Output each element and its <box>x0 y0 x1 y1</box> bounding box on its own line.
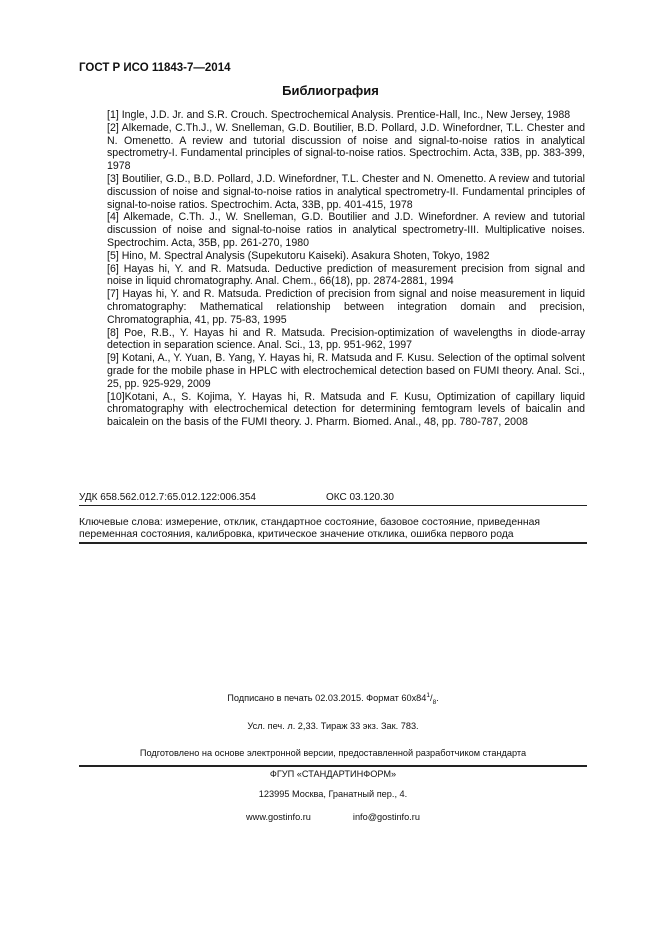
reference-item <box>107 109 585 122</box>
reference-item <box>107 122 585 173</box>
reference-list <box>107 109 585 429</box>
standard-code: ГОСТ Р ИСО 11843-7—2014 <box>79 62 231 74</box>
reference-number: [6] <box>107 262 119 275</box>
reference-number: [9] <box>107 352 119 365</box>
reference-text: Poe, R.B., Y. Hayas hi and R. Matsuda. Precision-optimization of wavelengths in diode-array detection in separation science. Anal. Sci., 13, pp. 951-962, 1997 <box>107 326 585 352</box>
reference-item <box>107 250 585 263</box>
udk-code: УДК 658.562.012.7:65.012.122:006.354 <box>79 492 256 503</box>
reference-text: Alkemade, C.Th. J., W. Snelleman, G.D. Boutilier and J.D. Winefordner. A review and tutorial discussion of noise and signal-to-noise ratios in analytical spectrometry-III. Multiplicative noises. Spectrochim. Acta, 35B, pp. 261-270, 1980 <box>107 211 585 249</box>
reference-text: Kotani, A., S. Kojima, Y. Hayas hi, R. Matsuda and F. Kusu, Optimization of capillary liquid chromatography with electrochemical detection for determining femtogram levels of baicalin and baicalein on the basis of the FUMI theory. J. Pharm. Biomed. Anal., 48, pp. 780-787, 2008 <box>107 390 585 429</box>
reference-text: Ingle, J.D. Jr. and S.R. Crouch. Spectrochemical Analysis. Prentice-Hall, Inc., New Jersey, 1988 <box>118 109 571 121</box>
reference-item <box>107 173 585 211</box>
divider-top <box>79 505 587 506</box>
reference-text: Kotani, A., Y. Yuan, B. Yang, Y. Hayas hi, R. Matsuda and F. Kusu. Selection of the optimal solvent grade for the mobile phase in HPLC with electrochemical detection based on FUMI theory. Anal. Sci., 25, pp. 925-929, 2009 <box>107 352 585 390</box>
reference-number: [2] <box>107 121 119 134</box>
signed-line: Подписано в печать 02.03.2015. Формат $60x84^1/_8$. <box>227 692 439 706</box>
keywords: Ключевые слова: измерение, отклик, стандартное состояние, базовое состояние, приведенная переменная состояния, калибровка, критическое значение отклика, ошибка первого рода <box>79 517 541 541</box>
publisher-address: 123995 Москва, Гранатный пер., 4. <box>258 789 408 799</box>
classification-row <box>79 492 587 503</box>
reference-number: [5] <box>107 249 119 262</box>
signed-text: Подписано в печать 02.03.2015. Формат 60x84 <box>227 693 427 704</box>
reference-number: [3] <box>107 172 119 185</box>
reference-item <box>107 327 585 353</box>
reference-item <box>107 352 585 390</box>
reference-item <box>107 263 585 289</box>
print-info: Усл. печ. л. 2,33. Тираж 33 экз. Зак. 783. <box>247 721 419 731</box>
format-end: . <box>436 693 439 704</box>
reference-text: Alkemade, C.Th.J., W. Snelleman, G.D. Boutilier, B.D. Pollard, J.D. Winefordner, T.L. Chester and N. Omenetto. A review and tutorial discussion of noise and signal-to-noise ratios in analytical spectrometry-I. Fundamental principles of signal-to-noise ratios. Spectrochim. Acta, 33B, pp. 383-399, 1978 <box>107 121 585 173</box>
reference-item <box>107 391 585 429</box>
format-subscript: 8 <box>432 698 437 706</box>
reference-text: Boutilier, G.D., B.D. Pollard, J.D. Winefordner, T.L. Chester and N. Omenetto. A review and tutorial discussion of noise and signal-to-noise ratios in analytical spectrometry-II. Fundamental principles of signal-to-noise ratios. Spectrochim. Acta, 33B, pp. 401-415, 1978 <box>107 172 585 211</box>
reference-number: [8] <box>107 326 119 339</box>
reference-item <box>107 288 585 326</box>
okc-code: ОКС 03.120.30 <box>326 492 394 503</box>
contacts-line <box>79 812 587 822</box>
reference-item <box>107 211 585 249</box>
reference-text: Hino, M. Spectral Analysis (Supekutoru Kaiseki). Asakura Shoten, Tokyo, 1982 <box>118 249 490 262</box>
reference-number: [7] <box>107 288 119 301</box>
reference-number: [1] <box>107 109 119 121</box>
website-link[interactable]: www.gostinfo.ru <box>246 812 311 822</box>
reference-text: Hayas hi, Y. and R. Matsuda. Deductive prediction of measurement precision from signal and noise in liquid chromatography. Anal. Chem., 66(18), pp. 2874-2881, 1994 <box>107 262 585 288</box>
prepared-note: Подготовлено на основе электронной версии, предоставленной разработчиком стандарта <box>139 748 527 758</box>
reference-number: [4] <box>107 211 119 224</box>
format-superscript: 1 <box>426 692 431 699</box>
reference-number: [10] <box>107 390 125 403</box>
reference-text: Hayas hi, Y. and R. Matsuda. Prediction of precision from signal and noise measurement in liquid chromatography: Mathematical relationship between integration domain and precision, Chromatographia, 41, pp. 75-83, 1995 <box>107 288 585 326</box>
bibliography-title: Библиография <box>282 83 379 98</box>
publisher: ФГУП «СТАНДАРТИНФОРМ» <box>269 769 397 779</box>
divider-bottom <box>79 542 587 544</box>
email-link[interactable]: info@gostinfo.ru <box>352 812 420 822</box>
imprint-divider <box>79 765 587 767</box>
